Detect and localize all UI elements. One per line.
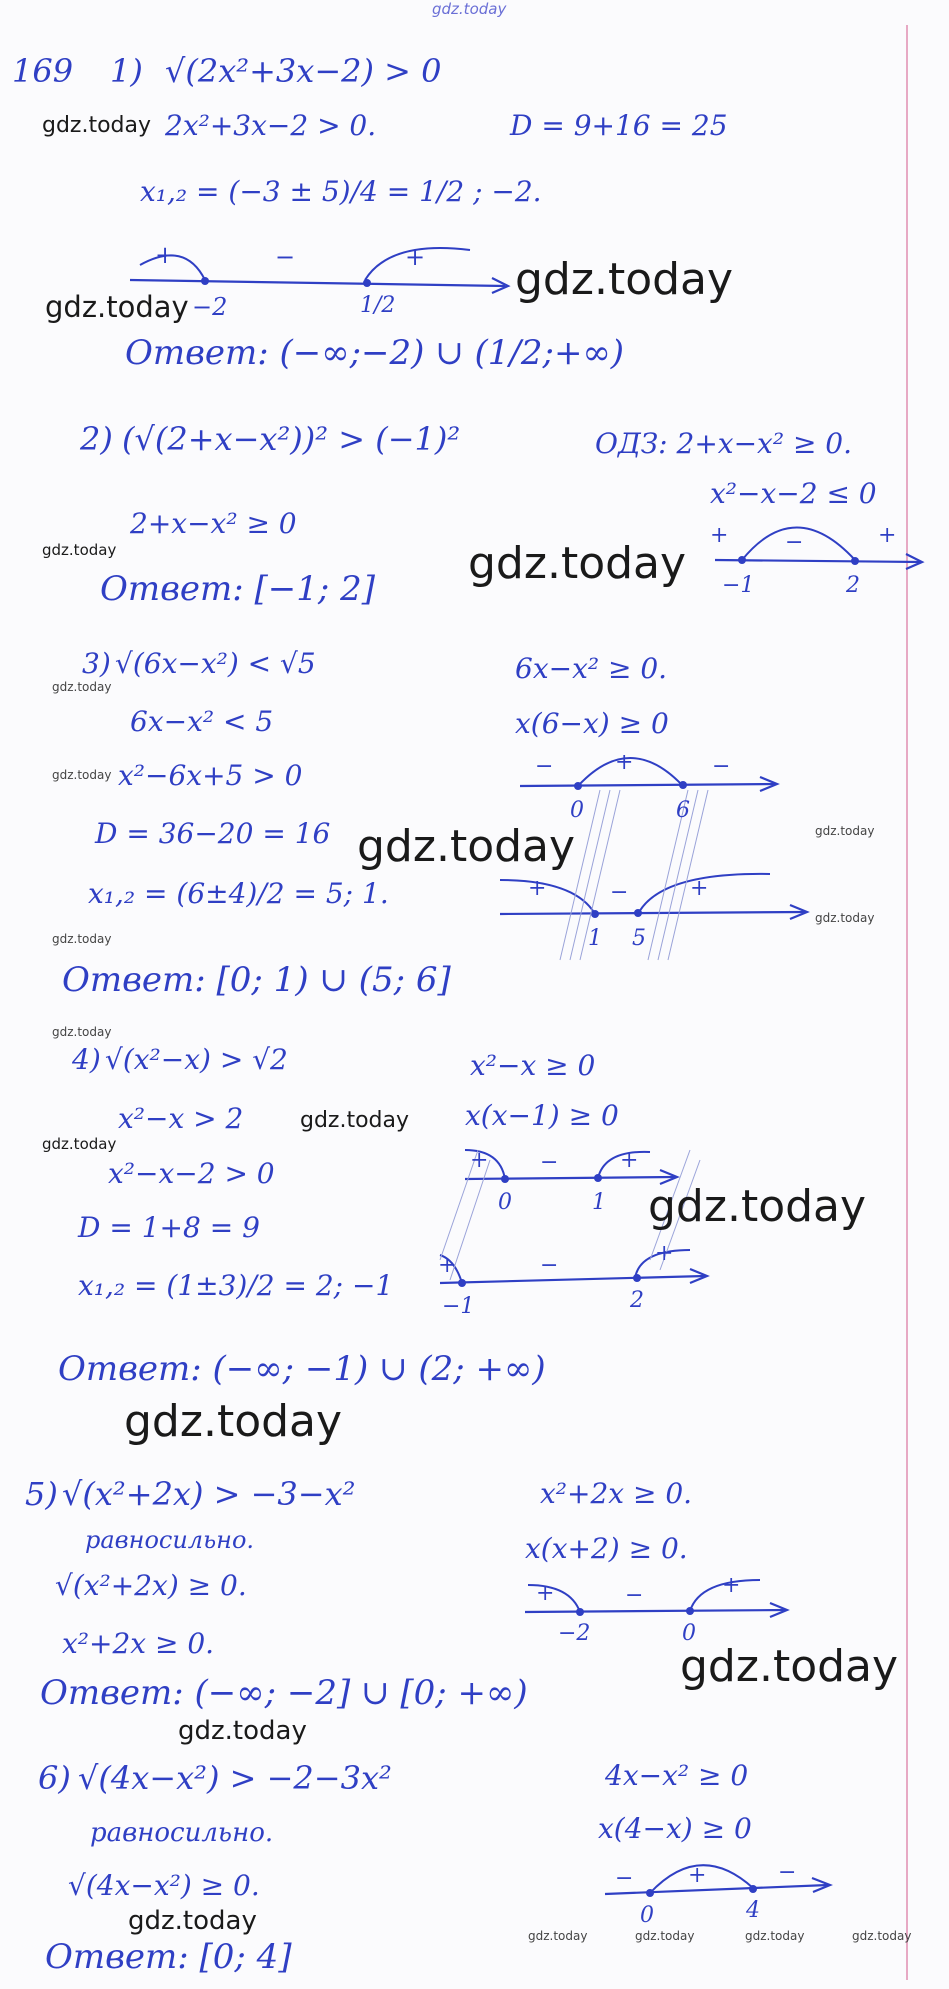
p5-sign: + <box>722 1573 741 1598</box>
p1-sign-chart <box>130 248 508 293</box>
watermark-top: gdz.today <box>432 0 507 18</box>
watermark: gdz.today <box>815 911 875 925</box>
p3-main-sign-chart <box>500 790 807 960</box>
p2-point: −1 <box>722 573 755 598</box>
p3-odz-sign-chart <box>520 754 777 791</box>
p1-answer: Ответ: (−∞;−2) ∪ (1/2;+∞) <box>125 333 625 373</box>
p1-inequality: √(2x²+3x−2) > 0 <box>165 52 442 90</box>
p3-point: 5 <box>632 926 646 951</box>
p3-roots: x₁,₂ = (6±4)/2 = 5; 1. <box>88 877 389 910</box>
p4-odz-factor: x(x−1) ≥ 0 <box>465 1099 619 1132</box>
p5-answer: Ответ: (−∞; −2] ∪ [0; +∞) <box>40 1673 528 1713</box>
p5-step1: √(x²+2x) ≥ 0. <box>55 1569 247 1602</box>
p4-number: 4) <box>72 1043 101 1076</box>
watermark: gdz.today <box>648 1181 867 1232</box>
p3-step1: 6x−x² < 5 <box>130 705 274 738</box>
p4-sign: − <box>540 1253 559 1278</box>
p3-discriminant: D = 36−20 = 16 <box>95 817 331 850</box>
p1-sign: + <box>155 241 176 269</box>
watermark: gdz.today <box>357 821 576 872</box>
watermark: gdz.today <box>45 290 189 324</box>
p3-sign: + <box>690 876 709 901</box>
p1-roots: x₁,₂ = (−3 ± 5)/4 = 1/2 ; −2. <box>140 175 542 208</box>
p3-odz-sign: + <box>615 750 634 775</box>
watermark: gdz.today <box>52 768 112 782</box>
p6-sign: − <box>615 1866 634 1891</box>
p5-step2: x²+2x ≥ 0. <box>62 1627 215 1660</box>
p3-odz-point: 0 <box>570 798 584 823</box>
p5-sign: − <box>625 1583 644 1608</box>
p4-odz-point: 0 <box>498 1190 512 1215</box>
p6-point: 4 <box>746 1898 760 1923</box>
p3-point: 1 <box>588 926 602 951</box>
p4-odz-sign-chart <box>465 1150 677 1184</box>
p3-inequality: √(6x−x²) < √5 <box>115 647 316 680</box>
p6-step1: √(4x−x²) ≥ 0. <box>68 1869 260 1902</box>
p6-sign: + <box>688 1863 707 1888</box>
p5-odz: x²+2x ≥ 0. <box>540 1477 693 1510</box>
p2-step: 2+x−x² ≥ 0 <box>130 507 297 540</box>
p2-sign: + <box>710 523 729 548</box>
p1-point: 1/2 <box>360 293 396 318</box>
p5-equivalent: равносильно. <box>85 1526 255 1554</box>
p3-odz-point: 6 <box>676 798 690 823</box>
p3-sign: + <box>528 876 547 901</box>
p1-point: −2 <box>192 293 228 321</box>
p2-answer: Ответ: [−1; 2] <box>100 569 376 609</box>
p4-discriminant: D = 1+8 = 9 <box>78 1211 260 1244</box>
p2-odz: ОДЗ: 2+x−x² ≥ 0. <box>595 427 853 460</box>
p5-odz-factor: x(x+2) ≥ 0. <box>525 1532 688 1565</box>
watermark: gdz.today <box>52 680 112 694</box>
p4-answer: Ответ: (−∞; −1) ∪ (2; +∞) <box>58 1349 546 1389</box>
watermark: gdz.today <box>635 1929 695 1943</box>
p4-odz-sign: − <box>540 1150 559 1175</box>
p4-roots: x₁,₂ = (1±3)/2 = 2; −1 <box>78 1269 394 1302</box>
p1-sign: + <box>405 243 426 271</box>
p2-number: 2) <box>80 420 113 458</box>
p1-step: 2x²+3x−2 > 0. <box>165 109 377 142</box>
p4-odz-sign: + <box>620 1148 639 1173</box>
p4-step1: x²−x > 2 <box>118 1102 244 1135</box>
p2-sign: + <box>878 523 897 548</box>
watermark: gdz.today <box>852 1929 912 1943</box>
p3-odz: 6x−x² ≥ 0. <box>515 652 668 685</box>
p4-step2: x²−x−2 > 0 <box>108 1157 275 1190</box>
watermark: gdz.today <box>680 1641 899 1692</box>
p4-sign: + <box>438 1253 457 1278</box>
p2-odz-quadratic: x²−x−2 ≤ 0 <box>710 477 877 510</box>
watermark: gdz.today <box>178 1716 307 1746</box>
watermark: gdz.today <box>515 254 734 305</box>
p6-odz: 4x−x² ≥ 0 <box>605 1759 749 1792</box>
p1-sign: − <box>275 243 296 271</box>
p4-odz-point: 1 <box>592 1190 606 1215</box>
p6-answer: Ответ: [0; 4] <box>45 1937 292 1977</box>
p1-number: 1) <box>110 52 143 90</box>
p5-sign-chart <box>525 1580 787 1617</box>
watermark: gdz.today <box>815 824 875 838</box>
p6-odz-factor: x(4−x) ≥ 0 <box>598 1812 752 1845</box>
watermark: gdz.today <box>528 1929 588 1943</box>
p5-inequality: √(x²+2x) > −3−x² <box>62 1475 356 1513</box>
p3-odz-sign: − <box>535 754 554 779</box>
p6-equivalent: равносильно. <box>90 1818 274 1848</box>
watermark: gdz.today <box>124 1396 343 1447</box>
watermark: gdz.today <box>52 1025 112 1039</box>
p3-number: 3) <box>82 647 111 680</box>
p3-answer: Ответ: [0; 1) ∪ (5; 6] <box>62 960 451 1000</box>
p2-sign: − <box>785 530 804 555</box>
watermark: gdz.today <box>42 541 117 559</box>
p5-number: 5) <box>25 1475 58 1513</box>
p4-odz: x²−x ≥ 0 <box>470 1049 596 1082</box>
watermark: gdz.today <box>42 1135 117 1153</box>
p4-point: 2 <box>630 1288 644 1313</box>
watermark: gdz.today <box>42 113 152 138</box>
watermark: gdz.today <box>300 1108 410 1133</box>
p1-discriminant: D = 9+16 = 25 <box>510 109 728 142</box>
p3-sign: − <box>610 880 629 905</box>
problem-number: 169 <box>12 52 74 90</box>
p4-odz-sign: + <box>470 1148 489 1173</box>
p4-sign: + <box>655 1241 674 1266</box>
p6-number: 6) <box>38 1759 71 1797</box>
p5-point: −2 <box>558 1621 591 1646</box>
watermark: gdz.today <box>52 932 112 946</box>
p3-step2: x²−6x+5 > 0 <box>118 759 303 792</box>
p6-point: 0 <box>640 1903 654 1928</box>
p5-point: 0 <box>682 1621 696 1646</box>
p3-odz-sign: − <box>712 754 731 779</box>
p3-odz-factor: x(6−x) ≥ 0 <box>515 707 669 740</box>
watermark: gdz.today <box>468 538 687 589</box>
p4-inequality: √(x²−x) > √2 <box>105 1043 288 1076</box>
p6-sign: − <box>778 1860 797 1885</box>
p6-inequality: √(4x−x²) > −2−3x² <box>78 1759 392 1797</box>
watermark: gdz.today <box>745 1929 805 1943</box>
p4-point: −1 <box>442 1294 475 1319</box>
watermark: gdz.today <box>128 1906 257 1936</box>
p5-sign: + <box>536 1581 555 1606</box>
p2-point: 2 <box>846 573 860 598</box>
p2-inequality: (√(2+x−x²))² > (−1)² <box>122 420 461 458</box>
